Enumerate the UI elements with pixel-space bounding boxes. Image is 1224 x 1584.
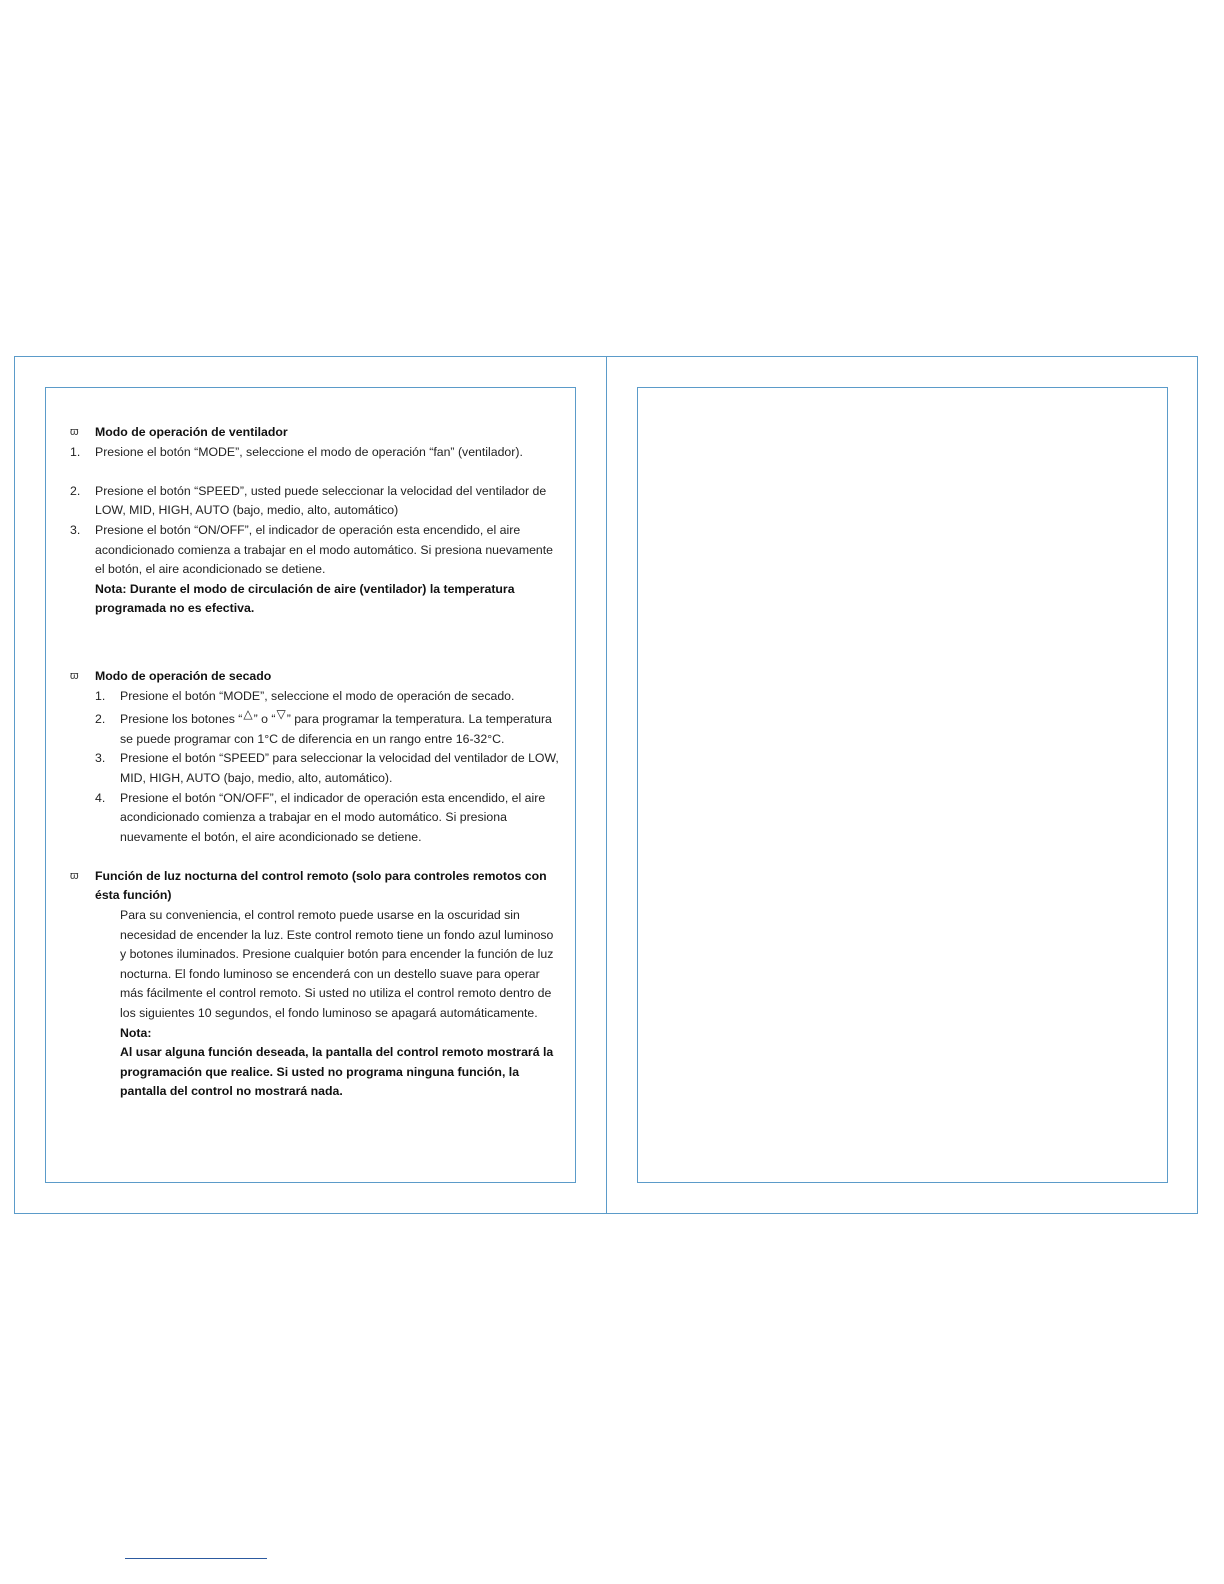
list-number: 1.	[95, 688, 106, 703]
list-number: 3.	[70, 522, 81, 537]
right-page-frame-blank	[637, 387, 1168, 1183]
list-item	[70, 482, 560, 521]
footnote-rule	[125, 1558, 267, 1559]
list-item	[70, 687, 560, 707]
list-item	[70, 789, 560, 848]
text-fragment: ” o “	[253, 712, 276, 727]
bullet-icon: ϖ	[70, 869, 79, 882]
list-text: Presione el botón “MODE”, seleccione el modo de operación de secado.	[120, 688, 515, 703]
list-item	[70, 443, 560, 463]
dry-mode-heading	[70, 667, 560, 687]
list-text: Presione el botón “SPEED” para seleccionar la velocidad del ventilador de LOW, MID, HIGH, AUTO (bajo, medio, alto, automático).	[120, 751, 559, 785]
fan-mode-heading	[70, 423, 560, 443]
night-light-paragraph: Para su conveniencia, el control remoto puede usarse en la oscuridad sin necesidad de encender la luz. Este control remoto tiene un fondo azul luminoso y botones iluminados. Presione cualquier botón para encender la función de luz nocturna. El fondo luminoso se encenderá con un destello suave para operar más fácilmente el control remoto. Si usted no utiliza el control remoto dentro de los siguientes 10 segundos, el fondo luminoso se apagará automáticamente.	[120, 908, 554, 1021]
fan-mode-note: Nota: Durante el modo de circulación de aire (ventilador) la temperatura programada no es efectiva.	[95, 581, 515, 616]
list-number: 4.	[95, 790, 106, 805]
list-item	[70, 707, 560, 749]
night-light-note-text: Al usar alguna función deseada, la pantalla del control remoto mostrará la programación que realice. Si usted no programa ninguna función, la pantalla del control no mostrará nada.	[120, 1045, 554, 1099]
bullet-icon: ϖ	[70, 669, 79, 682]
list-item	[70, 521, 560, 580]
list-number: 3.	[95, 751, 106, 766]
list-text: Presione el botón “ON/OFF”, el indicador de operación esta encendido, el aire acondicionado comienza a trabajar en el modo automático. Si presiona nuevamente el botón, el aire acondicionado se detiene.	[120, 790, 546, 844]
dry-mode-title: Modo de operación de secado	[95, 668, 272, 683]
night-light-heading	[70, 867, 560, 906]
list-number: 2.	[95, 712, 106, 727]
down-arrow-icon: ▽	[276, 707, 286, 722]
bullet-icon: ϖ	[70, 426, 79, 438]
page-fold-line	[606, 356, 607, 1214]
night-light-title: Función de luz nocturna del control remoto (solo para controles remotos con ésta función)	[95, 868, 547, 903]
list-text: Presione el botón “MODE”, seleccione el modo de operación “fan” (ventilador).	[95, 444, 523, 459]
list-text: Presione el botón “ON/OFF”, el indicador de operación esta encendido, el aire acondicionado comienza a trabajar en el modo automático. Si presiona nuevamente el botón, el aire acondicionado se detiene.	[95, 522, 553, 577]
night-light-note-label: Nota:	[120, 1025, 152, 1040]
text-fragment: Presione los botones “	[120, 712, 243, 727]
up-arrow-icon: △	[243, 707, 253, 722]
list-number: 2.	[70, 483, 81, 498]
list-text: Presione el botón “SPEED”, usted puede seleccionar la velocidad del ventilador de LOW, MID, HIGH, AUTO (bajo, medio, alto, automático)	[95, 483, 547, 518]
text-fragment: ” para programar la temperatura. La temperatura se puede programar con 1°C de diferencia en un rango entre 16-32°C.	[120, 712, 552, 746]
list-number: 1.	[70, 444, 81, 459]
list-text	[120, 707, 560, 749]
left-page-content	[70, 423, 560, 1102]
list-item	[70, 749, 560, 788]
fan-mode-title: Modo de operación de ventilador	[95, 425, 288, 439]
